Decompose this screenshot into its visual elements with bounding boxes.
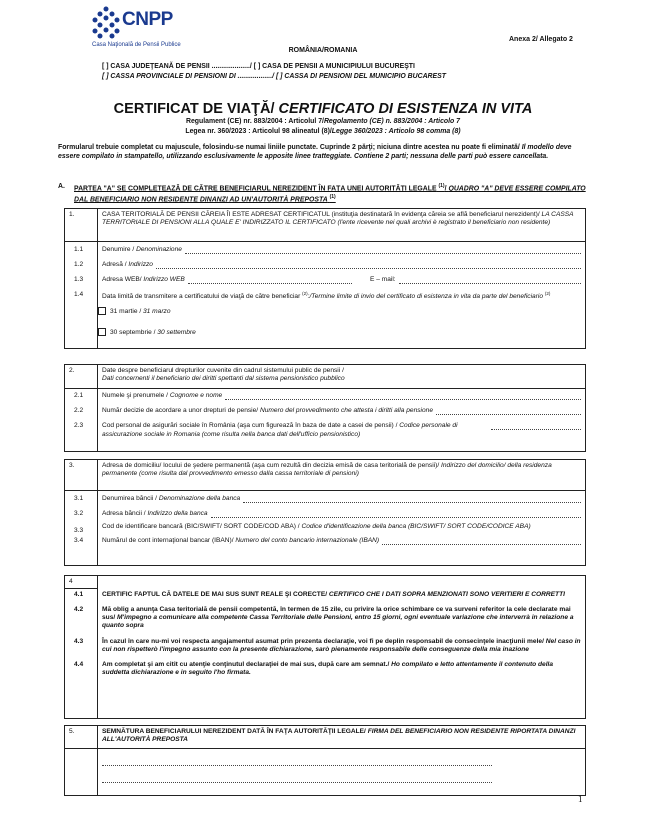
option-31-march[interactable]: 31 martie / 31 marzo	[98, 307, 581, 316]
statement-4-2: 4.2 Mă oblig a anunţa Casa teritorială de pensii competentă, în termen de 15 zile, cu privire la orice schimbare ce va surveni referitor la cele declarate mai sus/ M'impegno a comunicare alla competente Cassa Territoriale delle Pensioni, entro 15 giorni, ogni eventuale variazione che interverrà in relazione a quanto sopra	[74, 605, 574, 630]
statement-4-3: 4.3 În cazul în care nu-mi voi respecta angajamentul asumat prin prezenta declaraţie, voi fi pe deplin responsabil de consecinţele inacţiunii mele/ Nel caso in cui non rispetterò l'impegno assunto con la presente dichiarazione, sarò pienamente responsabile delle conseguenze della mia inazione	[74, 637, 581, 653]
intro-instructions: Formularul trebuie completat cu majuscule, folosindu-se numai liniile punctate. Cuprinde 2 părţi; niciuna dintre acestea nu poate fi eliminată/ Il modello deve essere compilato in stampatello, utilizzando esclusivamente le apposite linee tratteggiate. Contiene 2 parti; nessuna delle parti può essere cancellata.	[58, 144, 572, 160]
field-2-3[interactable]: 2.3 Cod personal de asigurări sociale în România (aşa cum figurează în baza de date a casei de pensii) / Codice personale di assicurazione sociale in Romania (come risulta nella banca dati dell'ufficio pensionistico)	[74, 422, 581, 438]
header-line-1: [ ] CASA JUDEŢEANĂ DE PENSII ..................../ [ ] CASA DE PENSII A MUNICIPIULUI BUCUREŞTI	[102, 63, 415, 70]
header-line-2: [ ] CASSA PROVINCIALE DI PENSIONI DI ................../ [ ] CASSA DI PENSIONI DEL MUNICIPIO BUCAREST	[102, 73, 446, 80]
logo-mark-icon	[92, 6, 120, 40]
field-3-2[interactable]: 3.2 Adresa băncii / Indirizzo della banca	[74, 510, 581, 518]
checkbox-30-september[interactable]	[98, 328, 106, 336]
section-5-table	[64, 725, 586, 796]
signature-line-2[interactable]	[102, 772, 492, 783]
checkbox-31-march[interactable]	[98, 307, 106, 315]
section-4-table	[64, 575, 586, 719]
field-3-4[interactable]: 3.4 Numărul de cont internaţional bancar (IBAN)/ Numero del conto bancario internazionale (IBAN)	[74, 537, 581, 545]
section-3-heading: Adresa de domiciliu/ locului de şedere permanentă (aşa cum rezultă din decizia emisă de casa teritorială de pensii)/ Indirizzo del domicilio/ della residenza permanente (come risulta dal provvedimento emesso dalla cassa territoriale di pensioni)	[98, 460, 586, 491]
section-2-table	[64, 364, 586, 452]
field-1-1[interactable]: 1.1 Denumire / Denominazione	[74, 246, 581, 254]
section-3-table	[64, 459, 586, 566]
field-1-3[interactable]: 1.3 Adresa WEB/ Indirizzo WEB E – mail:	[74, 276, 581, 284]
statement-4-4: 4.4 Am completat şi am citit cu atenţie conţinutul declaraţiei de mai sus, după care am semnat./ Ho compilato e letto attentamente il contenuto della suddetta dichiarazione e in seguito l'ho firmata.	[74, 661, 554, 677]
option-30-september[interactable]: 30 septembrie / 30 settembre	[98, 328, 581, 337]
section-5-number: 5.	[65, 726, 98, 749]
field-2-2[interactable]: 2.2 Număr decizie de acordare a unor drepturi de pensie/ Numero del provvedimento che attesta i diritti alla pensione	[74, 407, 581, 415]
regulation-line: Regulament (CE) nr. 883/2004 : Articolul 7/Regolamento (CE) n. 883/2004 : Articolo 7	[185, 118, 461, 125]
section-3-number: 3.	[65, 460, 98, 491]
section-1-fields	[74, 242, 586, 349]
section-2-heading: Date despre beneficiarul drepturilor cuvenite din cadrul sistemului public de pensii / Dati concernenti il beneficiario dei diritti spettanti dal sistema pensionistico pubblico	[98, 365, 586, 389]
signature-area[interactable]	[98, 749, 586, 796]
annex-label: Anexa 2/ Allegato 2	[509, 36, 573, 43]
section-2-number: 2.	[65, 365, 98, 389]
page-title: CERTIFICAT DE VIAŢĂ/ CERTIFICATO DI ESISTENZA IN VITA	[113, 101, 533, 117]
section-5-heading: SEMNĂTURA BENEFICIARULUI NEREZIDENT DATĂ ÎN FAŢA AUTORITĂŢII LEGALE/ FIRMA DEL BENEFICIARIO NON RESIDENTE RIPORTATA DINANZI ALL'AUTORITÀ PREPOSTA	[98, 726, 586, 749]
field-1-2[interactable]: 1.2 Adresă / Indirizzo	[74, 261, 581, 269]
section-4-number: 4	[65, 576, 98, 589]
country-label: ROMÂNIA/ROMANIA	[288, 47, 358, 54]
statement-4-1: 4.1 CERTIFIC FAPTUL CĂ DATELE DE MAI SUS SUNT REALE ŞI CORECTE/ CERTIFICO CHE I DATI SOPRA MENZIONATI SONO VERITIERI E CORRETTI	[74, 590, 565, 598]
signature-line-1[interactable]	[102, 755, 492, 766]
section-1-number: 1.	[65, 209, 98, 242]
section-1-heading: CASA TERITORIALĂ DE PENSII CĂREIA ÎI ESTE ADRESAT CERTIFICATUL (instituţia destinatară în evidenţa căreia se află beneficiarul nerezident)/ LA CASSA TERRITORIALE DI PENSIONI ALLA QUALE E' INDIRIZZATO IL CERTIFICATO (l'ente ricevente nei quali archivi è registrato il beneficiario non residente)	[98, 209, 586, 242]
field-1-4: 1.4 Data limită de transmitere a certificatului de viaţă de către beneficiar $^{(2)}$:/Termine limite di invio del certificato di esistenza in vita da parte del beneficiario $^{(2)}$	[74, 290, 551, 300]
logo-subtitle: Casa Naţională de Pensii Publice	[92, 42, 181, 48]
page-number: 1	[578, 794, 583, 804]
field-2-1[interactable]: 2.1 Numele şi prenumele / Cognome e nome	[74, 392, 581, 400]
logo-abbr: CNPP	[122, 9, 173, 30]
field-3-3[interactable]: 3.3 Cod de identificare bancară (BIC/SWIFT/ SORT CODE/COD ABA) / Codice d'identificazione della banca (BIC/SWIFT/ SORT CODE/CODICE ABA)	[74, 523, 531, 535]
part-a-heading: A. PARTEA "A" SE COMPLETEAZĂ DE CĂTRE BENEFICIARUL NEREZIDENT ÎN FAŢA UNEI AUTORITĂŢI LEGALE $^{(1)}$/ QUADRO "A" DEVE ESSERE COMPILATO DAL BENEFICIARIO NON RESIDENTE DINANZI AD UN'AUTORITÀ PREPOSTA $^{(1)}$	[58, 183, 586, 204]
field-3-1[interactable]: 3.1 Denumirea băncii / Denominazione della banca	[74, 495, 581, 503]
section-1-table	[64, 208, 586, 349]
law-line: Legea nr. 360/2023 : Articolul 98 alineatul (8)/Legge 360/2023 : Articolo 98 comma (8)	[185, 128, 461, 135]
